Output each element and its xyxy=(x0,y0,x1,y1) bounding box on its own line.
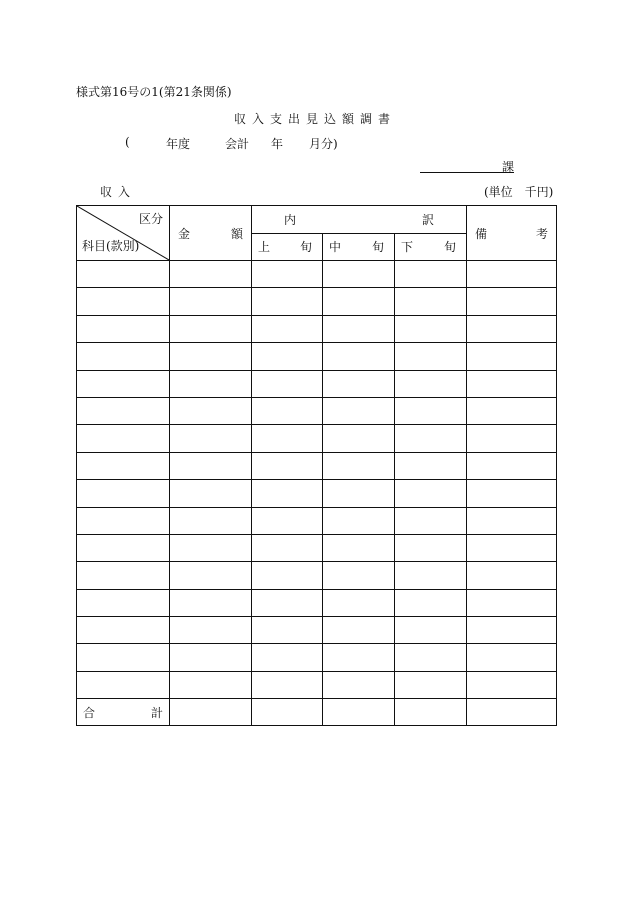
early-cell[interactable] xyxy=(252,480,323,507)
late-cell[interactable] xyxy=(395,480,467,507)
total-right: 計 xyxy=(150,705,163,720)
total-early-cell[interactable] xyxy=(252,699,323,726)
table-row xyxy=(77,507,557,534)
period-mid-left: 中 xyxy=(329,240,342,255)
remarks-cell[interactable] xyxy=(467,425,557,452)
amount-cell[interactable] xyxy=(170,644,252,671)
late-cell[interactable] xyxy=(395,288,467,315)
early-cell[interactable] xyxy=(252,452,323,479)
total-late-cell[interactable] xyxy=(395,699,467,726)
early-cell[interactable] xyxy=(252,343,323,370)
early-cell[interactable] xyxy=(252,315,323,342)
amount-cell[interactable] xyxy=(170,507,252,534)
amount-cell[interactable] xyxy=(170,288,252,315)
table-row xyxy=(77,452,557,479)
month-label: 月分) xyxy=(309,137,338,151)
item-cell[interactable] xyxy=(77,507,170,534)
header-category-item-cell xyxy=(77,206,170,261)
early-cell[interactable] xyxy=(252,397,323,424)
header-item: 科目(款別) xyxy=(82,239,140,253)
header-period-mid xyxy=(323,233,395,261)
header-amount-right: 額 xyxy=(230,226,243,241)
mid-cell[interactable] xyxy=(323,507,395,534)
mid-cell[interactable] xyxy=(323,261,395,288)
amount-cell[interactable] xyxy=(170,671,252,698)
unit-label: (単位 千円) xyxy=(484,185,554,199)
section-label: 収入 xyxy=(100,185,137,199)
remarks-cell[interactable] xyxy=(467,452,557,479)
item-cell[interactable] xyxy=(77,562,170,589)
remarks-cell[interactable] xyxy=(467,589,557,616)
form-reference: 様式第16号の1(第21条関係) xyxy=(76,85,232,99)
early-cell[interactable] xyxy=(252,671,323,698)
total-left: 合 xyxy=(83,705,96,720)
table-row xyxy=(77,480,557,507)
mid-cell[interactable] xyxy=(323,562,395,589)
table-row xyxy=(77,315,557,342)
table-row xyxy=(77,370,557,397)
item-cell[interactable] xyxy=(77,644,170,671)
item-cell[interactable] xyxy=(77,288,170,315)
period-late-left: 下 xyxy=(401,240,414,255)
fiscal-year-label: 年度 xyxy=(166,137,191,151)
mid-cell[interactable] xyxy=(323,397,395,424)
mid-cell[interactable] xyxy=(323,425,395,452)
table-row xyxy=(77,343,557,370)
total-mid-cell[interactable] xyxy=(323,699,395,726)
header-category: 区分 xyxy=(138,212,163,226)
early-cell[interactable] xyxy=(252,507,323,534)
header-period-early xyxy=(252,233,323,261)
remarks-cell[interactable] xyxy=(467,343,557,370)
late-cell[interactable] xyxy=(395,397,467,424)
late-cell[interactable] xyxy=(395,671,467,698)
period-late-right: 旬 xyxy=(444,240,457,255)
early-cell[interactable] xyxy=(252,425,323,452)
remarks-cell[interactable] xyxy=(467,644,557,671)
estimate-table xyxy=(76,205,557,726)
amount-cell[interactable] xyxy=(170,397,252,424)
year-label: 年 xyxy=(271,137,284,151)
item-cell[interactable] xyxy=(77,589,170,616)
late-cell[interactable] xyxy=(395,343,467,370)
remarks-cell[interactable] xyxy=(467,370,557,397)
early-cell[interactable] xyxy=(252,288,323,315)
table-row xyxy=(77,617,557,644)
header-amount-left: 金 xyxy=(178,226,191,241)
amount-cell[interactable] xyxy=(170,452,252,479)
remarks-cell[interactable] xyxy=(467,617,557,644)
late-cell[interactable] xyxy=(395,562,467,589)
mid-cell[interactable] xyxy=(323,644,395,671)
mid-cell[interactable] xyxy=(323,315,395,342)
mid-cell[interactable] xyxy=(323,534,395,561)
item-cell[interactable] xyxy=(77,425,170,452)
table-row xyxy=(77,261,557,288)
total-amount-cell[interactable] xyxy=(170,699,252,726)
early-cell[interactable] xyxy=(252,534,323,561)
department-label: 課 xyxy=(502,160,515,174)
document-title: 収入支出見込額調書 xyxy=(233,112,396,126)
header-remarks-right: 考 xyxy=(536,226,549,241)
department-underline xyxy=(420,172,514,173)
amount-cell[interactable] xyxy=(170,480,252,507)
amount-cell[interactable] xyxy=(170,343,252,370)
header-remarks xyxy=(467,206,557,261)
late-cell[interactable] xyxy=(395,315,467,342)
table-body xyxy=(77,261,557,699)
amount-cell[interactable] xyxy=(170,617,252,644)
header-breakdown-left: 内 xyxy=(284,212,297,227)
mid-cell[interactable] xyxy=(323,671,395,698)
total-row xyxy=(77,699,557,726)
total-remarks-cell[interactable] xyxy=(467,699,557,726)
remarks-cell[interactable] xyxy=(467,671,557,698)
early-cell[interactable] xyxy=(252,562,323,589)
period-mid-right: 旬 xyxy=(371,240,384,255)
table-row xyxy=(77,288,557,315)
table-row xyxy=(77,397,557,424)
late-cell[interactable] xyxy=(395,425,467,452)
late-cell[interactable] xyxy=(395,589,467,616)
remarks-cell[interactable] xyxy=(467,534,557,561)
remarks-cell[interactable] xyxy=(467,261,557,288)
mid-cell[interactable] xyxy=(323,343,395,370)
remarks-cell[interactable] xyxy=(467,480,557,507)
header-remarks-left: 備 xyxy=(475,226,488,241)
item-cell[interactable] xyxy=(77,343,170,370)
item-cell[interactable] xyxy=(77,617,170,644)
item-cell[interactable] xyxy=(77,315,170,342)
table-row xyxy=(77,534,557,561)
amount-cell[interactable] xyxy=(170,425,252,452)
fiscal-open-paren: ( xyxy=(125,135,130,149)
early-cell[interactable] xyxy=(252,617,323,644)
mid-cell[interactable] xyxy=(323,617,395,644)
remarks-cell[interactable] xyxy=(467,315,557,342)
fiscal-period-line xyxy=(0,135,630,151)
header-breakdown-right: 訳 xyxy=(422,212,435,227)
late-cell[interactable] xyxy=(395,644,467,671)
early-cell[interactable] xyxy=(252,261,323,288)
remarks-cell[interactable] xyxy=(467,397,557,424)
late-cell[interactable] xyxy=(395,261,467,288)
total-label-cell xyxy=(77,699,170,726)
header-breakdown xyxy=(252,206,467,234)
item-cell[interactable] xyxy=(77,480,170,507)
amount-cell[interactable] xyxy=(170,261,252,288)
early-cell[interactable] xyxy=(252,644,323,671)
amount-cell[interactable] xyxy=(170,315,252,342)
amount-cell[interactable] xyxy=(170,562,252,589)
late-cell[interactable] xyxy=(395,452,467,479)
table-row xyxy=(77,644,557,671)
header-amount xyxy=(170,206,252,261)
table-row xyxy=(77,425,557,452)
table-row xyxy=(77,589,557,616)
early-cell[interactable] xyxy=(252,589,323,616)
mid-cell[interactable] xyxy=(323,480,395,507)
account-label: 会計 xyxy=(225,137,250,151)
remarks-cell[interactable] xyxy=(467,507,557,534)
item-cell[interactable] xyxy=(77,534,170,561)
table-row xyxy=(77,671,557,698)
table-row xyxy=(77,562,557,589)
item-cell[interactable] xyxy=(77,370,170,397)
mid-cell[interactable] xyxy=(323,452,395,479)
amount-cell[interactable] xyxy=(170,589,252,616)
remarks-cell[interactable] xyxy=(467,562,557,589)
period-early-left: 上 xyxy=(258,240,271,255)
item-cell[interactable] xyxy=(77,452,170,479)
remarks-cell[interactable] xyxy=(467,288,557,315)
period-early-right: 旬 xyxy=(299,240,312,255)
header-period-late xyxy=(395,233,467,261)
late-cell[interactable] xyxy=(395,370,467,397)
amount-cell[interactable] xyxy=(170,534,252,561)
mid-cell[interactable] xyxy=(323,288,395,315)
item-cell[interactable] xyxy=(77,261,170,288)
item-cell[interactable] xyxy=(77,671,170,698)
late-cell[interactable] xyxy=(395,534,467,561)
amount-cell[interactable] xyxy=(170,370,252,397)
mid-cell[interactable] xyxy=(323,589,395,616)
item-cell[interactable] xyxy=(77,397,170,424)
mid-cell[interactable] xyxy=(323,370,395,397)
late-cell[interactable] xyxy=(395,507,467,534)
early-cell[interactable] xyxy=(252,370,323,397)
late-cell[interactable] xyxy=(395,617,467,644)
